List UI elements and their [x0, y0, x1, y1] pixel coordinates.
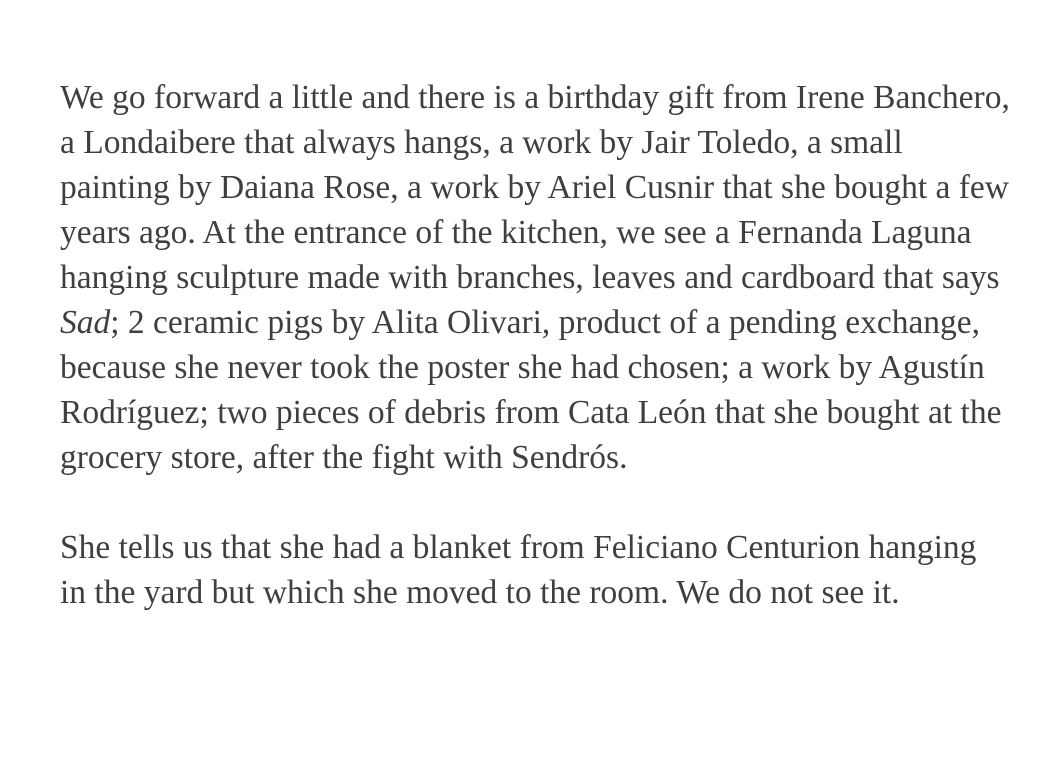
paragraph-1-text-end: ; 2 ceramic pigs by Alita Olivari, product of a pending exchange, because she never took the poster she had chosen; a work by Agustín Rodríguez; two pieces of debris from Cata León that she bought at the grocery store, after the fight with Sendrós.: [60, 304, 1002, 476]
document-body: [60, 75, 1010, 615]
paragraph-blanket: She tells us that she had a blanket from Feliciano Centurion hanging in the yard but which she moved to the room. We do not see it.: [60, 529, 977, 611]
artwork-title-sad: Sad: [60, 304, 111, 341]
paragraph-artworks: [60, 75, 1010, 480]
paragraph-1-text-start: We go forward a little and there is a birthday gift from Irene Banchero, a Londaibere that always hangs, a work by Jair Toledo, a small painting by Daiana Rose, a work by Ariel Cusnir that she bought a few years ago. At the entrance of the kitchen, we see a Fernanda Laguna hanging sculpture made with branches, leaves and cardboard that says: [60, 79, 1010, 296]
